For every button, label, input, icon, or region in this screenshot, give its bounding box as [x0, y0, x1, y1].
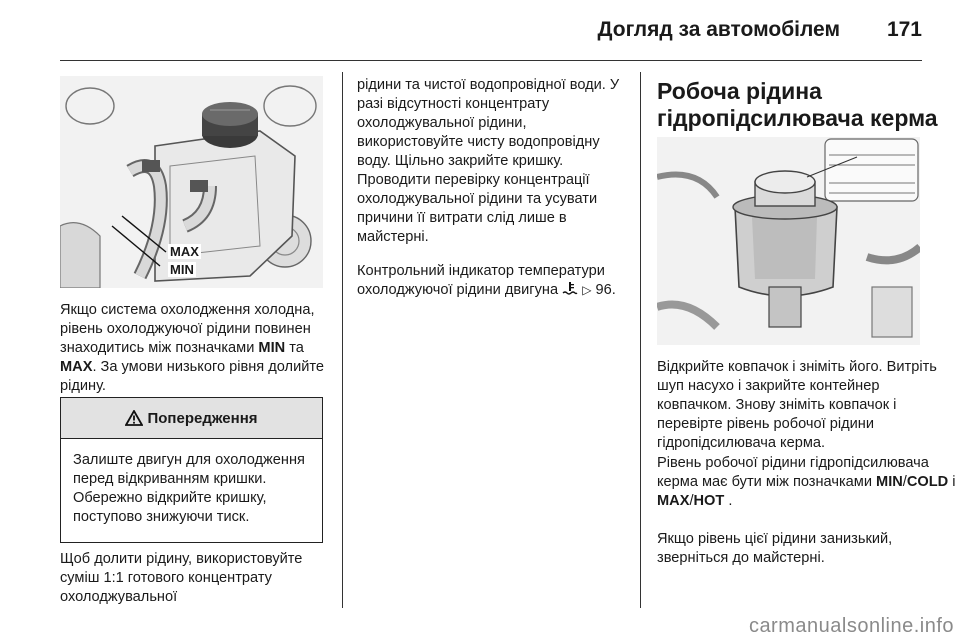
coolant-temperature-icon [562, 281, 578, 296]
temperature-indicator-paragraph: Контрольний індикатор температури охолоджуючої рідини двигуна ▷ 96. [357, 263, 616, 298]
warning-triangle-icon [125, 410, 143, 426]
watermark: carmanualsonline.info [748, 615, 954, 637]
fluid-level-paragraph: Рівень робочої рідини гідропідсилювача керма має бути між позначками MIN/COLD і MAX/HOT . [657, 455, 956, 509]
coolant-level-paragraph: Якщо система охолодження холодна, рівень охолоджуючої рідини повинен знаходитись між позначками MIN та MAX. За умови низького рівня долийте рідину. [60, 302, 325, 394]
coolant-reservoir-illustration [60, 76, 323, 288]
page-reference: 96. [595, 282, 616, 298]
min-marker-label: MIN [170, 262, 194, 277]
header-rule [60, 60, 922, 61]
refill-paragraph: Щоб долити рідину, використовуйте суміш 1:1 готового концентрату охолоджувальної [60, 551, 303, 605]
column-divider-2 [640, 72, 641, 608]
page-reference-icon: ▷ [582, 283, 592, 297]
warning-title: Попередження [147, 409, 258, 427]
max-marker-label: MAX [170, 244, 199, 259]
warning-text: Залиште двигун для охолодження перед відкриванням кришки. Обережно відкрийте кришку, поступово знижуючи тиск. [73, 452, 305, 525]
warning-header [61, 398, 322, 439]
page-header [0, 0, 960, 60]
section-title: Робоча рідина гідропідсилювача керма [657, 78, 938, 131]
warning-box [60, 397, 323, 543]
page-title: Догляд за автомобілем [597, 18, 840, 41]
page-number: 171 [886, 18, 922, 41]
coolant-mix-paragraph: рідини та чистої водопровідної води. У разі відсутності концентрату охолоджувальної рідини, використовуйте чисту водопровідну воду. Щільно закрийте кришку. Проводити перевірку концентрації охолоджувальної рідини та усувати причини її витрати слід лише в майстерні. [357, 77, 620, 245]
power-steering-reservoir-illustration [657, 137, 920, 345]
low-level-paragraph: Якщо рівень цієї рідини занизький, зверніться до майстерні. [657, 531, 893, 566]
column-divider-1 [342, 72, 343, 608]
dipstick-check-paragraph: Відкрийте ковпачок і зніміть його. Витріть шуп насухо і закрийте контейнер ковпачком. Знову зніміть ковпачок і перевірте рівень робочої рідини гідропідсилювача керма. [657, 359, 937, 451]
